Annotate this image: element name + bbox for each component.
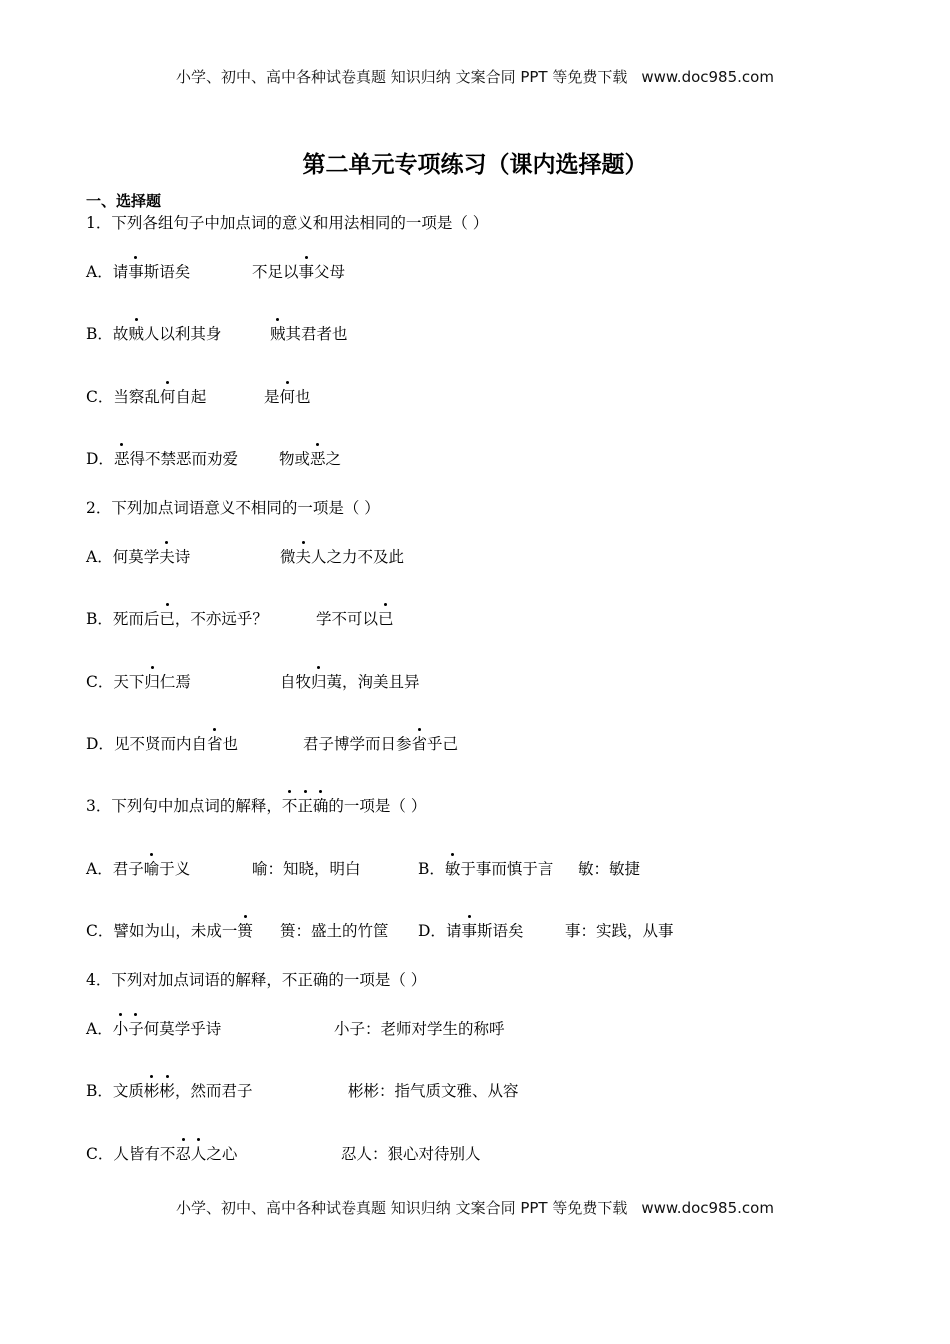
page-header [0,66,950,87]
q3-option-d-explanation: 事：实践，从事 [565,922,674,940]
q2-option-d[interactable]: D．见不贤而内自省也 [86,735,238,753]
header-url[interactable]: www.doc985.com [641,68,774,86]
q4-stem: 4．下列对加点词语的解释，不正确的一项是（ ） [86,971,427,989]
q2-option-c-second: 自牧归荑，洵美且异 [280,673,420,691]
dotted-word: 恶 [113,450,130,468]
dotted-word: 省 [411,735,428,753]
q4-option-c[interactable]: C．人皆有不忍人之心 [86,1145,238,1163]
q1-option-b-second: 贼其君者也 [270,325,348,343]
section-heading: 一、选择题 [86,192,162,210]
q2-option-c[interactable]: C．天下归仁焉 [86,673,191,691]
dotted-word: 喻 [143,860,160,878]
q1-option-d-second: 物或恶之 [279,450,342,468]
header-text: 小学、初中、高中各种试卷真题 知识归纳 文案合同 PPT 等免费下载 [176,68,628,86]
dotted-word: 已 [378,610,394,628]
dotted-word [144,1082,175,1100]
dotted-char: 彬 [143,1082,160,1100]
q3-stem: 3．下列句中加点词的解释，不正确的一项是（ ） [86,797,427,815]
q1-option-d[interactable]: D．恶得不禁恶而劝爱 [86,450,238,468]
dotted-word: 恶 [310,450,326,468]
q2-option-a-second: 微夫人之力不及此 [280,548,405,566]
dotted-word: 事 [298,263,315,281]
q3-option-a[interactable]: A．君子喻于义 [86,860,191,878]
dotted-char: 忍 [175,1145,191,1163]
q2-option-a[interactable]: A．何莫学夫诗 [86,548,191,566]
dotted-word: 何 [279,388,296,406]
dotted-word [282,797,329,815]
dotted-char: 小 [112,1020,129,1038]
q2-option-b-second: 学不可以已 [316,610,394,628]
dotted-word: 敏 [444,860,461,878]
dotted-word: 贼 [128,325,144,343]
q3-option-b-explanation: 敏：敏捷 [578,860,641,878]
dotted-word [113,1020,144,1038]
dotted-char: 子 [128,1020,144,1038]
footer-text: 小学、初中、高中各种试卷真题 知识归纳 文案合同 PPT 等免费下载 [176,1199,628,1217]
q1-option-a[interactable]: A．请事斯语矣 [86,263,191,281]
dotted-word: 夫 [295,548,312,566]
q1-option-b[interactable]: B．故贼人以利其身 [86,325,222,343]
q2-option-b[interactable]: B．死而后已，不亦远乎？ [86,610,268,628]
q4-option-c-explanation: 忍人：狠心对待别人 [341,1145,481,1163]
dotted-word: 省 [206,735,223,753]
dotted-word [175,1145,206,1163]
q3-option-c[interactable]: C．譬如为山，未成一篑 [86,922,253,940]
dotted-char: 彬 [159,1082,175,1100]
dotted-char: 正 [297,797,313,815]
q1-option-c[interactable]: C．当察乱何自起 [86,388,207,406]
q4-option-a[interactable]: A．小子何莫学乎诗 [86,1020,222,1038]
q4-option-b-explanation: 彬彬：指气质文雅、从容 [348,1082,519,1100]
q4-option-b[interactable]: B．文质彬彬，然而君子 [86,1082,253,1100]
q1-option-c-second: 是何也 [264,388,311,406]
q3-option-a-explanation: 喻：知晓，明白 [252,860,361,878]
dotted-char: 不 [281,797,298,815]
page-footer [0,1197,950,1218]
dotted-word: 事 [461,922,477,940]
q2-stem: 2．下列加点词语意义不相同的一项是（ ） [86,499,380,517]
dotted-word: 归 [311,673,327,691]
q4-option-a-explanation: 小子：老师对学生的称呼 [334,1020,505,1038]
dotted-word: 篑 [237,922,253,940]
dotted-word: 归 [144,673,160,691]
dotted-word: 贼 [270,325,286,343]
q3-option-d[interactable]: D．请事斯语矣 [418,922,524,940]
footer-url[interactable]: www.doc985.com [641,1199,774,1217]
dotted-word: 已 [159,610,175,628]
dotted-word: 夫 [159,548,175,566]
q3-option-b[interactable]: B．敏于事而慎于言 [418,860,554,878]
dotted-char: 人 [190,1145,207,1163]
q1-option-a-second: 不足以事父母 [252,263,346,281]
dotted-word: 何 [159,388,176,406]
dotted-word: 事 [128,263,144,281]
page-title: 第二单元专项练习（课内选择题） [302,152,648,178]
q2-option-d-second: 君子博学而日参省乎己 [303,735,459,753]
dotted-char: 确 [312,797,329,815]
q1-stem: 1．下列各组句子中加点词的意义和用法相同的一项是（ ） [86,214,489,232]
q3-option-c-explanation: 篑：盛土的竹筐 [280,922,389,940]
